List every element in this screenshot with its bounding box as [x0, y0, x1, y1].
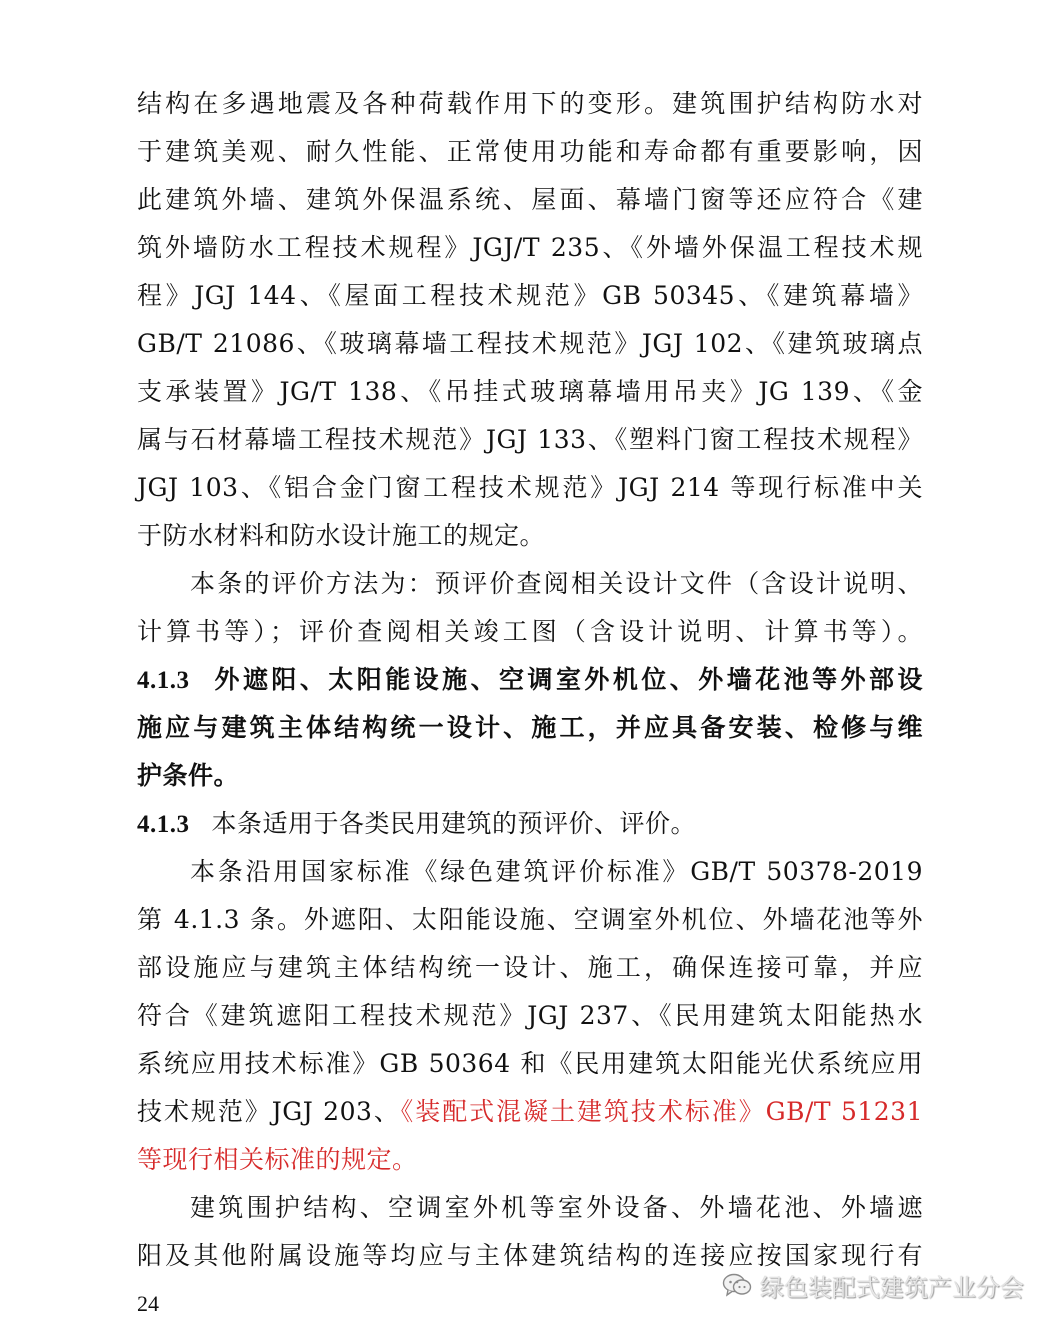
clause-number: 4.1.3: [137, 667, 190, 694]
explanation-number: 4.1.3: [137, 811, 190, 838]
text-line: [137, 1088, 923, 1136]
clause-line: 护条件。: [137, 761, 240, 790]
clause-text: 外遮阳、太阳能设施、空调室外机位、外墙花池等外部设: [211, 665, 923, 694]
text-line: 于防水材料和防水设计施工的规定。: [137, 521, 546, 550]
text-line: 程》JGJ 144、《屋面工程技术规范》GB 50345、《建筑幕墙》: [137, 281, 923, 310]
highlighted-text: 等现行相关标准的规定。: [137, 1145, 418, 1174]
text-line: 筑外墙防水工程技术规程》JGJ/T 235、《外墙外保温工程技术规: [137, 233, 923, 262]
text-line: 属与石材幕墙工程技术规范》JGJ 133、《塑料门窗工程技术规程》: [137, 425, 923, 454]
clause-heading: [137, 656, 923, 704]
page-number: 24: [137, 1291, 159, 1316]
eval-method-line: 本条的评价方法为：预评价查阅相关设计文件（含设计说明、: [190, 569, 923, 598]
explanation-text: 本条适用于各类民用建筑的预评价、评价。: [211, 809, 697, 838]
text-line: 此建筑外墙、建筑外保温系统、屋面、幕墙门窗等还应符合《建: [137, 185, 923, 214]
wechat-icon: [722, 1272, 752, 1298]
text-line: 第 4.1.3 条。外遮阳、太阳能设施、空调室外机位、外墙花池等外: [137, 905, 923, 934]
text-line: 本条沿用国家标准《绿色建筑评价标准》GB/T 50378-2019: [190, 857, 923, 886]
text-line: GB/T 21086、《玻璃幕墙工程技术规范》JGJ 102、《建筑玻璃点: [137, 329, 923, 358]
wechat-watermark: [722, 1268, 1024, 1302]
clause-line: 施应与建筑主体结构统一设计、施工，并应具备安装、检修与维: [137, 713, 923, 742]
text-segment: 技术规范》JGJ 203、: [137, 1097, 401, 1126]
text-line: 符合《建筑遮阳工程技术规范》JGJ 237、《民用建筑太阳能热水: [137, 1001, 923, 1030]
text-line: 支承装置》JG/T 138、《吊挂式玻璃幕墙用吊夹》JG 139、《金: [137, 377, 923, 406]
text-line: 阳及其他附属设施等均应与主体建筑结构的连接应按国家现行有: [137, 1241, 923, 1270]
highlighted-standard: 《装配式混凝土建筑技术标准》GB/T 51231: [400, 1097, 923, 1126]
text-line: 部设施应与建筑主体结构统一设计、施工，确保连接可靠，并应: [137, 953, 923, 982]
eval-method-line: 计算书等）；评价查阅相关竣工图（含设计说明、计算书等）。: [137, 617, 923, 646]
text-line: 于建筑美观、耐久性能、正常使用功能和寿命都有重要影响，因: [137, 137, 923, 166]
text-line: 建筑围护结构、空调室外机等室外设备、外墙花池、外墙遮: [190, 1193, 923, 1222]
text-line: JGJ 103、《铝合金门窗工程技术规范》JGJ 214 等现行标准中关: [137, 473, 923, 502]
explanation-heading: [137, 800, 923, 848]
text-line: 系统应用技术标准》GB 50364 和《民用建筑太阳能光伏系统应用: [137, 1049, 923, 1078]
watermark-text: 绿色装配式建筑产业分会: [760, 1273, 1024, 1302]
text-line: 结构在多遇地震及各种荷载作用下的变形。建筑围护结构防水对: [137, 89, 923, 118]
